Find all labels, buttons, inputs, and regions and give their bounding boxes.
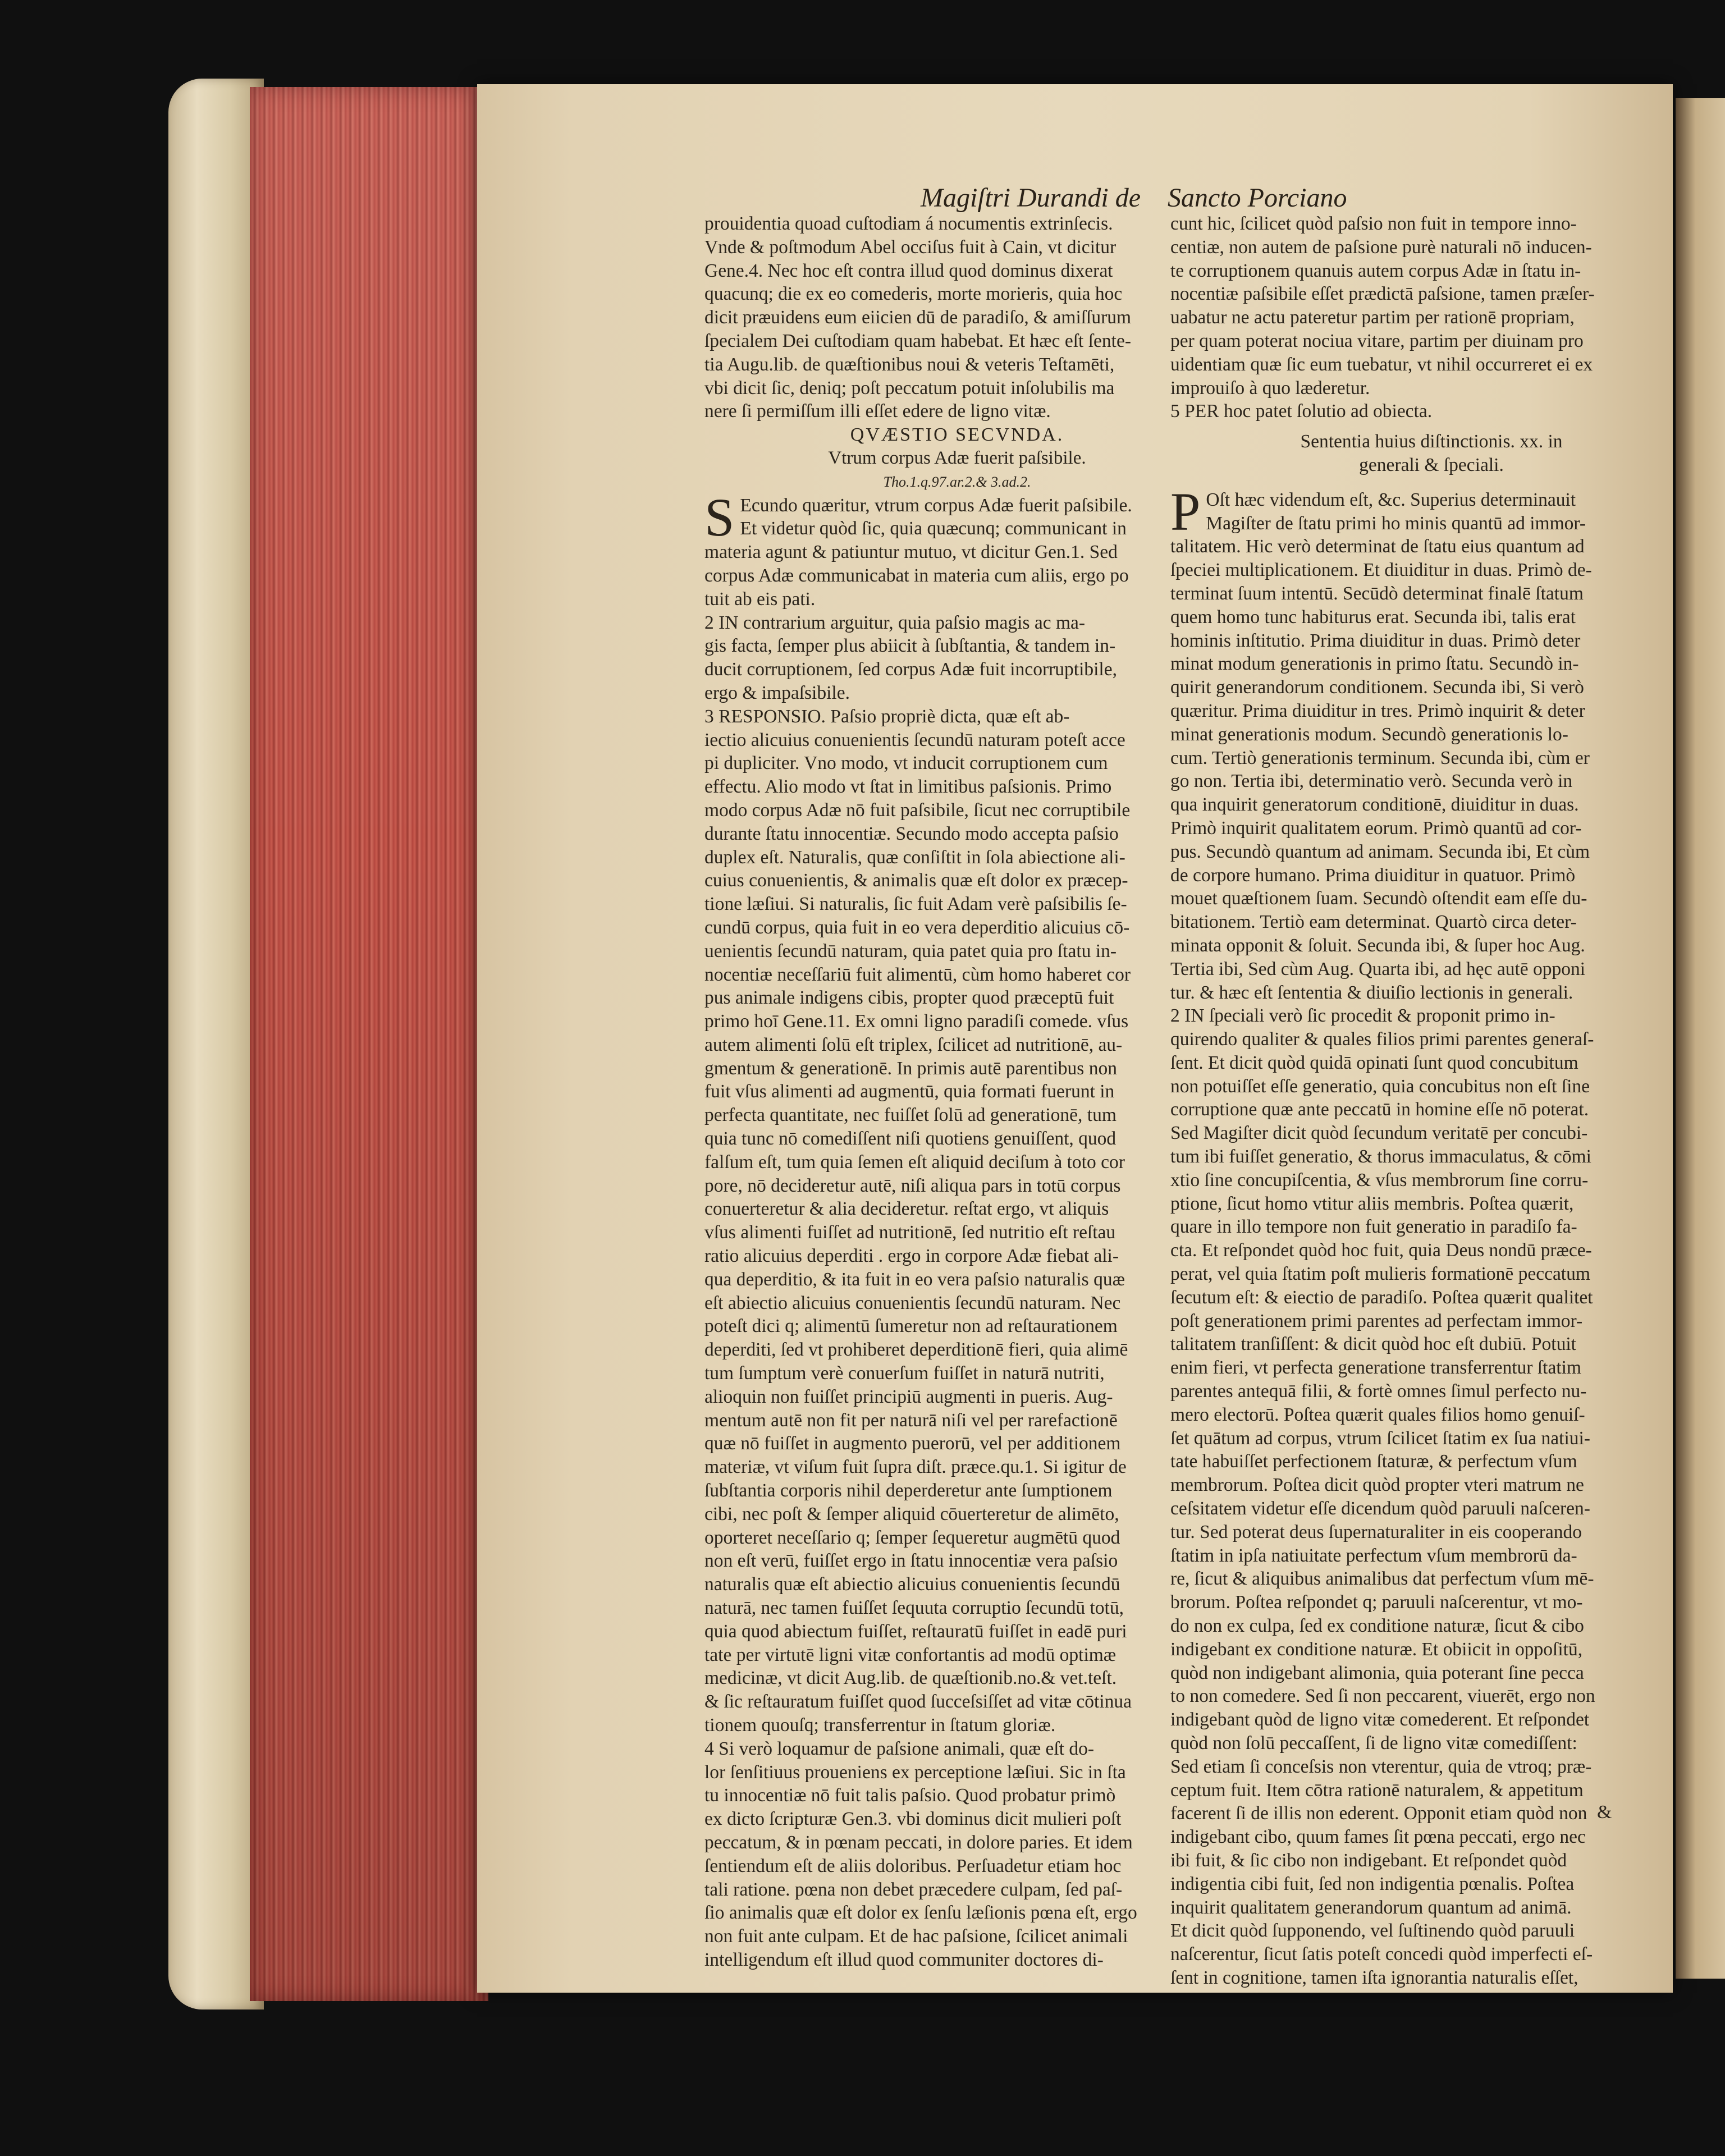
text-line: quæritur. Prima diuiditur in tres. Primò inquirit & deter: [1170, 700, 1585, 721]
text-line: 2 IN ſpeciali verò ſic procedit & proponit primo in-: [1170, 1005, 1555, 1027]
text-line: centiæ, non autem de paſsione purè naturali nō inducen-: [1170, 236, 1592, 258]
text-line: de corpore humano. Prima diuiditur in quatuor. Primò: [1170, 864, 1576, 886]
text-line: pi dupliciter. Vno modo, vt inducit corruptionem cum: [704, 753, 1108, 774]
text-line: improuiſo à quo læderetur.: [1170, 377, 1370, 399]
text-line: ibi fuit, & ſic cibo non indigebant. Et reſpondet quòd: [1170, 1850, 1567, 1871]
text-line: quirendo qualiter & quales filios primi parentes generaſ-: [1170, 1029, 1594, 1050]
question-subtitle: Vtrum corpus Adæ fuerit paſsibile.: [828, 447, 1086, 468]
text-line: intelligendum eſt illud quod communiter doctores di-: [704, 1949, 1104, 1970]
text-line: ſio animalis quæ eſt dolor ex ſenſu læſionis pœna eſt, ergo: [704, 1902, 1137, 1924]
text-line: ratio alicuius deperditi . ergo in corpore Adæ fiebat ali-: [704, 1246, 1119, 1267]
text-line: ceſsitatem videtur eſſe dicendum quòd paruuli naſceren-: [1170, 1498, 1590, 1519]
text-line: per quam poterat nociua vitare, partim per diuinam pro: [1170, 330, 1584, 351]
left-continuation: [704, 212, 1210, 423]
sententia-heading: [1170, 430, 1692, 477]
text-line: uidentiam quæ ſic eum tuebatur, vt nihil occurreret ei ex: [1170, 354, 1593, 375]
text-line: uabatur ne actu pateretur partim per rationē propriam,: [1170, 307, 1575, 328]
text-line: Gene.4. Nec hoc eſt contra illud quod dominus dixerat: [704, 260, 1113, 281]
text-line: naturā, nec tamen fuiſſet ſequuta corruptio ſecundū totū,: [704, 1597, 1124, 1619]
text-line: te corruptionem quanuis autem corpus Adæ in ſtatu in-: [1170, 260, 1581, 281]
text-line: cum. Tertiò generationis terminum. Secunda ibi, cùm er: [1170, 747, 1590, 768]
text-line: indigebant quòd de ligno vitæ comederent. Et reſpondet: [1170, 1709, 1590, 1731]
text-line: durante ſtatu innocentiæ. Secundo modo accepta paſsio: [704, 823, 1119, 844]
text-line: tu innocentiæ nō fuit talis paſsio. Quod probatur primò: [704, 1785, 1116, 1806]
text-line: tia Augu.lib. de quæſtionibus noui & veteris Teſtamēti,: [704, 354, 1115, 375]
text-line: tum ibi fuiſſet generatio, & thorus immaculatus, & cōmi: [1170, 1146, 1591, 1168]
right-continuation: [1170, 212, 1692, 400]
text-line: inquirit qualitatem generandorum quantum ad animā.: [1170, 1897, 1572, 1918]
text-line: quem homo tunc habiturus erat. Secunda ibi, talis erat: [1170, 606, 1576, 628]
text-line: dicit præuidens eum eiicien dū de paradiſo, & amiſſurum: [704, 307, 1132, 328]
text-line: duplex eſt. Naturalis, quæ conſiſtit in ſola abiectione ali-: [704, 846, 1125, 868]
text-line: conuerteretur & alia decideretur. reſtat ergo, vt aliquis: [704, 1198, 1109, 1220]
text-line: brorum. Poſtea reſpondet q; paruuli naſcerentur, vt mo-: [1170, 1592, 1583, 1613]
text-line: cta. Et reſpondet quòd hoc fuit, quia Deus nondū præce-: [1170, 1240, 1592, 1261]
text-line: primo hoī Gene.11. Ex omni ligno paradiſi comede. vſus: [704, 1011, 1129, 1032]
text-line: minat generationis modum. Secundò generationis lo-: [1170, 724, 1568, 745]
text-line: quacunq; die ex eo comederis, morte morieris, quia hoc: [704, 283, 1123, 305]
text-line: enim fieri, vt perfecta generatione transferrentur ſtatim: [1170, 1357, 1581, 1379]
paragraph-4: [704, 1737, 1210, 1972]
header-right: Sancto Porciano: [1168, 183, 1347, 213]
text-line: mero electorū. Poſtea quærit quales filios homo genuiſ-: [1170, 1404, 1585, 1425]
text-line: xtio ſine concupiſcentia, & vſus membrorum ſine corru-: [1170, 1169, 1589, 1191]
text-line: effectu. Alio modo vt ſtat in limitibus paſsionis. Primo: [704, 776, 1112, 798]
text-line: tate per virtutē ligni vitæ confortantis ad modū optimæ: [704, 1644, 1117, 1665]
text-line: tione læſiui. Si naturalis, ſic fuit Adam verè paſsibilis ſe-: [704, 894, 1127, 915]
text-line: perfecta quantitate, nec fuiſſet ſolū ad generationē, tum: [704, 1105, 1117, 1126]
text-line: qua deperditio, & ita fuit in eo vera paſsio naturalis quæ: [704, 1269, 1125, 1290]
text-line: Oſt hæc videndum eſt, &c. Superius determinauit: [1206, 489, 1576, 510]
text-line: re, ſicut & aliquibus animalibus dat perfectum vſum mē-: [1170, 1568, 1594, 1590]
text-line: ſubſtantia corporis nihil deperderetur ante ſumptionem: [704, 1480, 1113, 1502]
text-line: ſent. Et dicit quòd quidā opinati ſunt quod concubitum: [1170, 1052, 1578, 1073]
text-line: modo corpus Adæ nō fuit paſsibile, ſicut nec corruptibile: [704, 799, 1131, 821]
sententia-paragraph: [1170, 481, 1692, 1005]
text-line: pus animale indigens cibis, propter quod præceptū fuit: [704, 987, 1114, 1009]
text-line: quare in illo tempore non fuit generatio in paradiſo fa-: [1170, 1216, 1577, 1238]
text-line: poteſt dici q; alimentū ſumeretur non ad reſtaurationem: [704, 1316, 1118, 1337]
text-line: tuit ab eis pati.: [704, 588, 816, 610]
question-reference: Tho.1.q.97.ar.2.& 3.ad.2.: [883, 473, 1031, 490]
text-line: quia tunc nō comediſſent niſi quotiens genuiſſent, quod: [704, 1128, 1117, 1150]
text-line: corruptione quæ ante peccatū in homine eſſe nō poterat.: [1170, 1099, 1589, 1120]
text-line: ſecutum eſt: & eiectio de paradiſo. Poſtea quærit qualitet: [1170, 1287, 1593, 1308]
text-line: Et dicit quòd ſupponendo, vel ſuſtinendo quòd paruuli: [1170, 1920, 1575, 1942]
text-line: falſum eſt, tum quia ſemen eſt aliquid deciſum à toto cor: [704, 1151, 1125, 1173]
text-line: 2 IN contrarium arguitur, quia paſsio magis ac ma-: [704, 612, 1086, 633]
text-line: mouet quæſtionem ſuam. Secundò oſtendit eam eſſe du-: [1170, 888, 1587, 909]
text-line: tur. Sed poterat deus ſupernaturaliter in eis cooperando: [1170, 1521, 1582, 1542]
text-line: Tertia ibi, Sed cùm Aug. Quarta ibi, ad hęc autē opponi: [1170, 958, 1586, 979]
catchword: &: [1597, 1802, 1612, 1823]
text-line: to non comedere. Sed ſi non peccarent, viuerēt, ergo non: [1170, 1686, 1595, 1707]
text-line: Sed etiam ſi conceſsis non vterentur, quia de vtroq; præ-: [1170, 1756, 1592, 1777]
text-line: ex dicto ſcripturæ Gen.3. vbi dominus dicit mulieri poſt: [704, 1809, 1122, 1830]
text-line: indigebant cibo, quum fames ſit pœna peccati, ergo nec: [1170, 1827, 1586, 1848]
paragraph-speciali: [1170, 1004, 1692, 1989]
text-line: deperditi, ſed vt prohiberet deperditionē fieri, quia alimē: [704, 1339, 1128, 1361]
text-line: tum ſumptum verè conuerſum fuiſſet in naturā nutriti,: [704, 1363, 1105, 1384]
text-line: eſt abiectio alicuius conuenientis ſecundū naturam. Nec: [704, 1292, 1121, 1313]
text-line: prouidentia quoad cuſtodiam á nocumentis extrinſecis.: [704, 213, 1113, 234]
text-line: quia quod abiectum fuiſſet, reſtauratū fuiſſet in eadē puri: [704, 1621, 1127, 1642]
text-line: facerent ſi de illis non ederent. Opponit etiam quòd non: [1170, 1803, 1587, 1824]
text-line: Et videtur quòd ſic, quia quæcunq; communicant in: [740, 518, 1127, 539]
text-line: quæ nō fuiſſet in augmento puerorū, vel per additionem: [704, 1433, 1121, 1454]
text-line: Sententia huius diſtinctionis. xx. in: [1300, 431, 1563, 452]
text-line: materia agunt & patiuntur mutuo, vt dicitur Gen.1. Sed: [704, 542, 1118, 563]
text-line: naſcerentur, ſicut ſatis poteſt concedi quòd imperfecti eſ-: [1170, 1944, 1593, 1965]
text-line: nocentiæ neceſſariū fuit alimentū, cùm homo haberet cor: [704, 964, 1131, 985]
text-line: hominis inſtitutio. Prima diuiditur in duas. Primò deter: [1170, 630, 1581, 651]
text-line: ſent in cognitione, tamen iſta ignorantia naturalis eſſet,: [1170, 1967, 1578, 1988]
text-line: ceptum fuit. Item cōtra rationē naturalem, & appetitum: [1170, 1779, 1584, 1801]
text-line: pus. Secundò quantum ad animam. Secunda ibi, Et cùm: [1170, 841, 1590, 862]
text-line: minata opponit & ſoluit. Secunda ibi, & ſuper hoc Aug.: [1170, 935, 1585, 956]
text-line: mentum autē non fit per naturā niſi vel per rarefactionē: [704, 1409, 1118, 1431]
text-line: cibi, nec poſt & ſemper aliquid cōuerteretur de alimēto,: [704, 1503, 1119, 1525]
text-line: non eſt verū, fuiſſet ergo in ſtatu innocentiæ vera paſsio: [704, 1550, 1118, 1572]
text-line: talitatem. Hic verò determinat de ſtatu eius quantum ad: [1170, 536, 1585, 557]
left-column: [704, 212, 1210, 1972]
text-line: perat, vel quia ſtatim poſt mulieris formationē peccatum: [1170, 1264, 1590, 1285]
text-line: 4 Si verò loquamur de paſsione animali, quæ eſt do-: [704, 1738, 1095, 1759]
text-line: nocentiæ paſsibile eſſet prædictā paſsione, tamen præſer-: [1170, 283, 1595, 305]
text-line: ptione, ſicut homo vtitur aliis membris. Poſtea quærit,: [1170, 1193, 1574, 1214]
paragraph-2: [704, 611, 1210, 705]
right-column: [1170, 212, 1692, 1990]
text-line: non fuit ante culpam. Et de hac paſsione, ſcilicet animali: [704, 1926, 1128, 1947]
text-line: oporteret neceſſario q; ſemper ſequeretur augmētū quod: [704, 1527, 1120, 1548]
text-line: qua inquirit generatorum conditionē, diuiditur in duas.: [1170, 794, 1579, 816]
text-line: cuius conuenientis, & animalis quæ eſt dolor ex præcep-: [704, 870, 1128, 891]
text-line: & ſic reſtauratum fuiſſet quod ſucceſsiſſet ad vitæ cōtinua: [704, 1691, 1132, 1713]
text-line: Magiſter de ſtatu primi ho minis quantū ad immor-: [1206, 512, 1586, 534]
question-title: QVÆSTIO SECVNDA.: [850, 424, 1064, 446]
text-line: 3 RESPONSIO. Paſsio propriè dicta, quæ eſt ab-: [704, 706, 1070, 727]
text-line: go non. Tertia ibi, determinatio verò. Secunda verò in: [1170, 771, 1573, 792]
text-line: cundū corpus, quia fuit in eo vera deperditio alicuius cō-: [704, 917, 1130, 938]
text-line: Vnde & poſtmodum Abel occiſus fuit à Cain, vt dicitur: [704, 236, 1117, 258]
text-line: parentes antequā filii, & fortè omnes ſimul perfecto nu-: [1170, 1381, 1587, 1402]
text-line: materiæ, vt viſum fuit ſupra diſt. præce.qu.1. Si igitur de: [704, 1457, 1127, 1478]
text-line: talitatem tranſiſſent: & dicit quòd hoc eſt dubiū. Potuit: [1170, 1334, 1576, 1355]
paragraph-1: [704, 487, 1210, 611]
text-line: Primò inquirit qualitatem eorum. Primò quantū ad cor-: [1170, 817, 1582, 839]
text-line: cunt hic, ſcilicet quòd paſsio non fuit in tempore inno-: [1170, 213, 1577, 234]
text-line: ſtatim in ipſa natiuitate perfectum vſum membrorū da-: [1170, 1545, 1577, 1566]
text-line: iectio alicuius conuenientis ſecundū naturam poteſt acce: [704, 729, 1125, 750]
text-line: ſpeciei multiplicationem. Et diuiditur in duas. Primò de-: [1170, 560, 1592, 581]
text-line: ergo & impaſsibile.: [704, 682, 850, 703]
text-line: ſpecialem Dei cuſtodiam quam habebat. Et hæc eſt ſente-: [704, 330, 1131, 351]
drop-cap: S: [704, 487, 735, 547]
drop-cap-p: P: [1170, 481, 1201, 542]
text-line: ſet quātum ad corpus, vtrum ſcilicet ſtatim ex ſua natiui-: [1170, 1427, 1590, 1449]
text-line: bitationem. Tertiò eam determinat. Quartò circa deter-: [1170, 912, 1577, 933]
text-line: non potuiſſet eſſe generatio, quia concubitus non eſt ſine: [1170, 1075, 1590, 1097]
text-line: gmentum & generationē. In primis autē parentibus non: [704, 1058, 1117, 1079]
text-line: tali ratione. pœna non debet præcedere culpam, ſed paſ-: [704, 1879, 1123, 1900]
text-line: alioquin non fuiſſet principiū augmenti in pueris. Aug-: [704, 1386, 1113, 1407]
text-line: do non ex culpa, ſed ex conditione naturæ, ſicut & cibo: [1170, 1615, 1584, 1637]
text-line: gis facta, ſemper plus abiicit à ſubſtantia, & tandem in-: [704, 635, 1116, 657]
text-line: uenientis ſecundū naturam, quia patet quia pro ſtatu in-: [704, 940, 1117, 962]
text-line: minat modum generationis in primo ſtatu. Secundò in-: [1170, 653, 1579, 675]
text-line: fuit vſus alimenti ad augmentū, quia formati fuerunt in: [704, 1081, 1115, 1102]
text-line: quòd non ſolū peccaſſent, ſi de ligno vitæ comediſſent:: [1170, 1733, 1577, 1754]
text-line: generali & ſpeciali.: [1359, 454, 1504, 475]
text-line: terminat ſuum intentū. Secūdò determinat finalē ſtatum: [1170, 583, 1584, 604]
text-line: peccatum, & in pœnam peccati, in dolore paries. Et idem: [704, 1832, 1133, 1853]
text-line: vſus alimenti fuiſſet ad nutritionē, ſed nutritio eſt reſtau: [704, 1222, 1116, 1243]
paragraph-5: 5 PER hoc patet ſolutio ad obiecta.: [1170, 401, 1433, 422]
text-line: tur. & hæc eſt ſententia & diuiſio lectionis in generali.: [1170, 982, 1573, 1003]
text-line: naturalis quæ eſt abiectio alicuius conuenientis ſecundū: [704, 1574, 1120, 1595]
text-line: medicinæ, vt dicit Aug.lib. de quæſtionib.no.& vet.teſt.: [704, 1668, 1117, 1689]
text-line: corpus Adæ communicabat in materia cum aliis, ergo po: [704, 565, 1129, 586]
text-line: membrorum. Poſtea dicit quòd propter vteri matrum ne: [1170, 1475, 1584, 1496]
paragraph-3: [704, 705, 1210, 1737]
text-line: autem alimenti ſolū eſt triplex, ſcilicet ad nutritionē, au-: [704, 1034, 1123, 1055]
text-line: lor ſenſitiuus proueniens ex perceptione læſiui. Sic in ſta: [704, 1761, 1126, 1783]
text-line: quirit generandorum conditionem. Secunda ibi, Si verò: [1170, 677, 1584, 698]
text-line: Ecundo quæritur, vtrum corpus Adæ fuerit paſsibile.: [740, 495, 1132, 516]
text-line: indigebant ex conditione naturæ. Et obiicit in oppoſitū,: [1170, 1638, 1583, 1660]
text-line: tate habuiſſet perfectionem ſtaturæ, & perfectum vſum: [1170, 1451, 1577, 1472]
text-line: Sed Magiſter dicit quòd ſecundum veritatē per concubi-: [1170, 1123, 1588, 1144]
text-line: vbi dicit ſic, deniq; poſt peccatum potuit inſolubilis ma: [704, 377, 1115, 399]
text-line: tionem quouſq; transferrentur in ſtatum gloriæ.: [704, 1715, 1056, 1736]
text-line: poſt generationem primi parentes ad perfectam immor-: [1170, 1310, 1583, 1331]
text-line: pore, nō decideretur autē, niſi aliqua pars in totū corpus: [704, 1175, 1121, 1196]
header-left: Magiſtri Durandi de: [921, 183, 1141, 213]
text-line: nere ſi permiſſum illi eſſet edere de ligno vitæ.: [704, 401, 1051, 422]
text-line: indigentia cibi fuit, ſed non indigentia pœnalis. Poſtea: [1170, 1873, 1575, 1894]
text-line: quòd non indigebant alimonia, quia poterant ſine pecca: [1170, 1662, 1584, 1683]
text-line: ſentiendum eſt de aliis doloribus. Perſuadetur etiam hoc: [704, 1855, 1122, 1876]
text-line: ducit corruptionem, ſed corpus Adæ fuit incorruptibile,: [704, 659, 1117, 680]
red-page-edges: [250, 87, 488, 2001]
